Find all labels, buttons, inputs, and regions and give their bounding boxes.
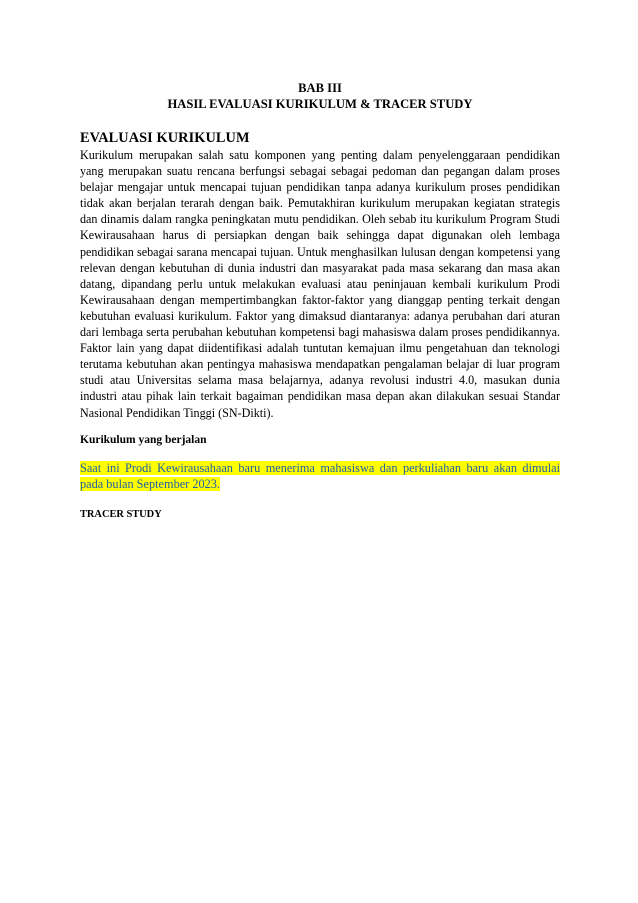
tracer-study-heading: TRACER STUDY	[80, 509, 162, 521]
body-paragraph: Kurikulum merupakan salah satu komponen yang penting dalam penyelenggaraan pendidikan yang merupakan suatu rencana berfungsi sebagai sebagai pedoman dan pegangan dalam proses belajar mengajar untuk mencapai tujuan pendidikan tanpa adanya kurikulum proses pendidikan tidak akan berjalan terarah dengan baik. Pemutakhiran kurikulum merupakan kegiatan strategis dan dinamis dalam rangka peningkatan mutu pendidikan. Oleh sebab itu kurikulum Program Studi Kewirausahaan harus di persiapkan dengan baik sehingga dapat digunakan oleh lembaga pendidikan sebagai sarana mencapai tujuan. Untuk menghasilkan lulusan dengan kompetensi yang relevan dengan kebutuhan di dunia industri dan masyarakat pada masa sekarang dan masa akan datang, dipandang perlu untuk melakukan evaluasi atau peninjauan kembali kurikulum Prodi Kewirausahaan dengan mempertimbangkan faktor-faktor yang dianggap penting terkait dengan kebutuhan evaluasi kurikulum. Faktor yang dimaksud diantaranya: adanya perubahan dari aturan dari lembaga serta perubahan kebutuhan kompetensi bagi mahasiswa dalam proses pendidikannya. Faktor lain yang dapat diidentifikasi adalah tuntutan kemajuan ilmu pengetahuan dan teknologi terutama kebutuhan akan pentingya mahasiswa mendapatkan pengalaman belajar di luar program studi atau Universitas selama masa belajarnya, adanya revolusi industri 4.0, masukan dunia industri atau pihak lain terkait bagaiman pendidikan masa depan akan dilakukan sesuai Standar Nasional Pendidikan Tinggi (SN-Dikti).	[80, 148, 560, 420]
chapter-title: HASIL EVALUASI KURIKULUM & TRACER STUDY	[167, 97, 473, 111]
highlighted-text: Saat ini Prodi Kewirausahaan baru menerima mahasiswa dan perkuliahan baru akan dimulai pada bulan September 2023.	[80, 460, 560, 491]
chapter-number: BAB III	[298, 81, 342, 95]
subheading-kurikulum-berjalan: Kurikulum yang berjalan	[80, 433, 207, 446]
document-body	[80, 80, 560, 521]
section-heading-evaluasi-kurikulum: EVALUASI KURIKULUM	[80, 130, 250, 146]
highlighted-paragraph	[80, 460, 560, 493]
